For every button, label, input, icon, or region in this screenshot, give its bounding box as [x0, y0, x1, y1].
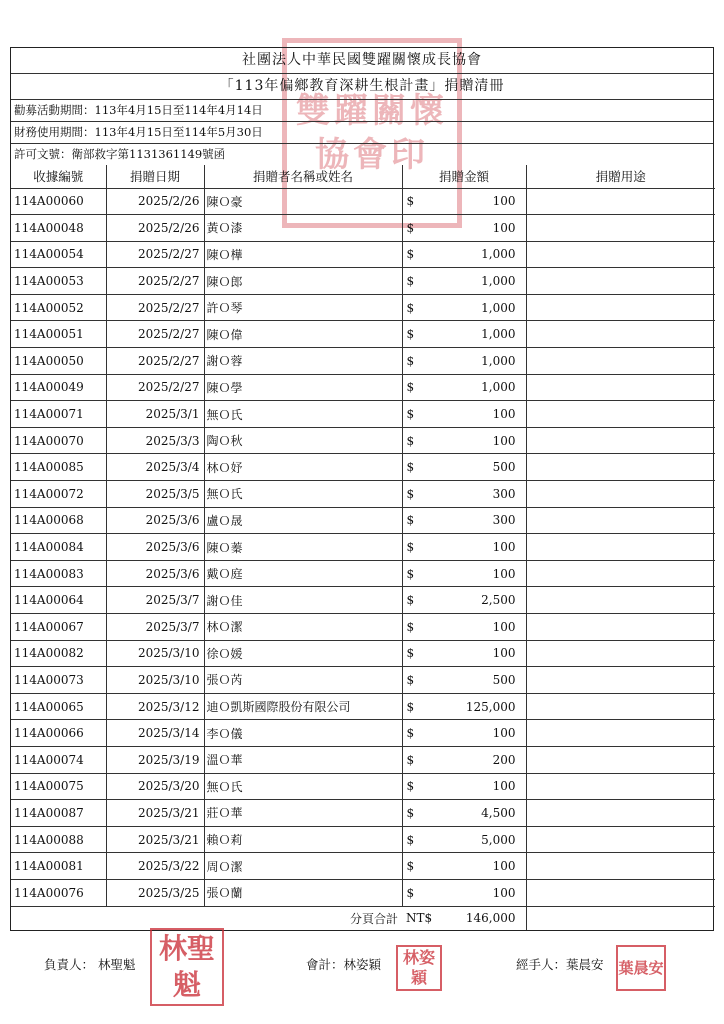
- currency-symbol: $: [406, 433, 415, 448]
- receipt-no: 114A00054: [11, 241, 106, 268]
- total-currency: NT$: [406, 911, 433, 926]
- donor-name: 無Ｏ氏: [204, 401, 402, 428]
- usage-period: 財務使用期間：113年4月15日至114年5月30日: [11, 122, 713, 144]
- receipt-no: 114A00049: [11, 374, 106, 401]
- receipt-no: 114A00050: [11, 348, 106, 375]
- donation-date: 2025/3/22: [106, 853, 204, 880]
- donation-purpose: [526, 720, 715, 747]
- donor-name: 戴Ｏ庭: [204, 560, 402, 587]
- handler-seal: 葉晨安: [616, 945, 666, 991]
- receipt-no: 114A00085: [11, 454, 106, 481]
- amount-value: 300: [492, 486, 516, 501]
- currency-symbol: $: [406, 353, 415, 368]
- donation-purpose: [526, 294, 715, 321]
- donation-date: 2025/3/10: [106, 640, 204, 667]
- receipt-no: 114A00051: [11, 321, 106, 348]
- donation-date: 2025/3/19: [106, 746, 204, 773]
- donor-name: 謝Ｏ蓉: [204, 348, 402, 375]
- donation-table: [11, 165, 715, 930]
- currency-symbol: $: [406, 194, 415, 209]
- currency-symbol: $: [406, 274, 415, 289]
- amount-value: 1,000: [481, 380, 516, 395]
- donation-purpose: [526, 667, 715, 694]
- donor-name: 林Ｏ妤: [204, 454, 402, 481]
- permit-number: 許可文號：衛部救字第1131361149號函: [14, 147, 226, 161]
- table-row: [11, 746, 715, 773]
- receipt-no: 114A00087: [11, 800, 106, 827]
- receipt-no: 114A00066: [11, 720, 106, 747]
- amount-value: 100: [492, 194, 516, 209]
- table-row: [11, 401, 715, 428]
- donor-name: 陶Ｏ秋: [204, 427, 402, 454]
- donor-name: 徐Ｏ媛: [204, 640, 402, 667]
- table-row: [11, 268, 715, 295]
- donation-purpose: [526, 560, 715, 587]
- col-receipt-no: 收據編號: [11, 165, 106, 188]
- table-row: [11, 534, 715, 561]
- amount-value: 100: [492, 726, 516, 741]
- donation-amount: [402, 215, 526, 242]
- donation-amount: [402, 826, 526, 853]
- donation-date: 2025/2/27: [106, 348, 204, 375]
- table-row: [11, 560, 715, 587]
- total-value: 146,000: [465, 911, 516, 926]
- donation-date: 2025/3/6: [106, 534, 204, 561]
- donor-name: 張Ｏ芮: [204, 667, 402, 694]
- table-row: [11, 879, 715, 906]
- donation-date: 2025/3/7: [106, 614, 204, 641]
- amount-value: 100: [492, 859, 516, 874]
- amount-value: 1,000: [481, 247, 516, 262]
- document-subtitle: 「113年偏鄉教育深耕生根計畫」捐贈清冊: [11, 74, 713, 100]
- receipt-no: 114A00075: [11, 773, 106, 800]
- amount-value: 200: [492, 752, 516, 767]
- donation-date: 2025/2/26: [106, 215, 204, 242]
- table-row: [11, 321, 715, 348]
- table-row: [11, 215, 715, 242]
- donation-register: [10, 47, 714, 931]
- currency-symbol: $: [406, 752, 415, 767]
- donor-name: 賴Ｏ莉: [204, 826, 402, 853]
- donation-amount: [402, 667, 526, 694]
- total-label: 分頁合計: [11, 906, 402, 930]
- donation-date: 2025/3/12: [106, 693, 204, 720]
- amount-value: 100: [492, 540, 516, 555]
- amount-value: 1,000: [481, 327, 516, 342]
- donation-date: 2025/3/1: [106, 401, 204, 428]
- amount-value: 100: [492, 220, 516, 235]
- donation-amount: [402, 454, 526, 481]
- receipt-no: 114A00073: [11, 667, 106, 694]
- donation-amount: [402, 853, 526, 880]
- col-amount: 捐贈金額: [402, 165, 526, 188]
- receipt-no: 114A00048: [11, 215, 106, 242]
- donation-purpose: [526, 800, 715, 827]
- donor-name: 許Ｏ琴: [204, 294, 402, 321]
- donor-name: 無Ｏ氏: [204, 481, 402, 508]
- donation-purpose: [526, 427, 715, 454]
- donation-amount: [402, 481, 526, 508]
- donation-purpose: [526, 693, 715, 720]
- donation-amount: [402, 640, 526, 667]
- donation-date: 2025/3/14: [106, 720, 204, 747]
- receipt-no: 114A00068: [11, 507, 106, 534]
- donation-purpose: [526, 826, 715, 853]
- amount-value: 100: [492, 619, 516, 634]
- donation-amount: [402, 800, 526, 827]
- currency-symbol: $: [406, 513, 415, 528]
- fundraising-period: 勸募活動期間：113年4月15日至114年4月14日: [11, 100, 713, 122]
- donation-purpose: [526, 401, 715, 428]
- donation-purpose: [526, 773, 715, 800]
- currency-symbol: $: [406, 566, 415, 581]
- amount-value: 100: [492, 885, 516, 900]
- currency-symbol: $: [406, 540, 415, 555]
- donation-date: 2025/3/6: [106, 507, 204, 534]
- donation-amount: [402, 879, 526, 906]
- receipt-no: 114A00072: [11, 481, 106, 508]
- currency-symbol: $: [406, 779, 415, 794]
- table-row: [11, 507, 715, 534]
- donor-name: 陳Ｏ偉: [204, 321, 402, 348]
- amount-value: 5,000: [481, 832, 516, 847]
- donation-amount: [402, 268, 526, 295]
- donor-name: 周Ｏ潔: [204, 853, 402, 880]
- amount-value: 1,000: [481, 353, 516, 368]
- donor-name: 林Ｏ潔: [204, 614, 402, 641]
- donor-name: 盧Ｏ晟: [204, 507, 402, 534]
- table-row: [11, 294, 715, 321]
- donation-date: 2025/3/21: [106, 826, 204, 853]
- table-row: [11, 587, 715, 614]
- responsible-person: 負責人： 林聖魁: [44, 957, 136, 972]
- donation-date: 2025/3/4: [106, 454, 204, 481]
- table-row: [11, 348, 715, 375]
- receipt-no: 114A00071: [11, 401, 106, 428]
- currency-symbol: $: [406, 380, 415, 395]
- donation-date: 2025/2/27: [106, 374, 204, 401]
- donor-name: 迪Ｏ凱斯國際股份有限公司: [204, 693, 402, 720]
- donation-date: 2025/3/25: [106, 879, 204, 906]
- receipt-no: 114A00083: [11, 560, 106, 587]
- table-row: [11, 241, 715, 268]
- donor-name: 李Ｏ儀: [204, 720, 402, 747]
- donation-purpose: [526, 587, 715, 614]
- donor-name: 陳Ｏ樺: [204, 241, 402, 268]
- currency-symbol: $: [406, 885, 415, 900]
- donation-amount: [402, 241, 526, 268]
- amount-value: 4,500: [481, 805, 516, 820]
- donation-purpose: [526, 454, 715, 481]
- page-total-row: [11, 906, 715, 930]
- donation-amount: [402, 587, 526, 614]
- total-purpose-cell: [526, 906, 715, 930]
- amount-value: 1,000: [481, 274, 516, 289]
- donation-amount: [402, 746, 526, 773]
- donation-purpose: [526, 507, 715, 534]
- donation-amount: [402, 374, 526, 401]
- table-row: [11, 614, 715, 641]
- donation-date: 2025/2/27: [106, 321, 204, 348]
- donation-date: 2025/3/10: [106, 667, 204, 694]
- donation-amount: [402, 348, 526, 375]
- handler: 經手人：葉晨安: [516, 957, 604, 972]
- donation-purpose: [526, 534, 715, 561]
- currency-symbol: $: [406, 619, 415, 634]
- donation-purpose: [526, 348, 715, 375]
- table-row: [11, 640, 715, 667]
- donation-amount: [402, 614, 526, 641]
- donor-name: 黃Ｏ漆: [204, 215, 402, 242]
- donation-date: 2025/2/27: [106, 268, 204, 295]
- table-row: [11, 800, 715, 827]
- amount-value: 100: [492, 779, 516, 794]
- donation-amount: [402, 507, 526, 534]
- amount-value: 125,000: [465, 699, 516, 714]
- currency-symbol: $: [406, 646, 415, 661]
- receipt-no: 114A00076: [11, 879, 106, 906]
- donation-amount: [402, 188, 526, 215]
- receipt-no: 114A00088: [11, 826, 106, 853]
- currency-symbol: $: [406, 859, 415, 874]
- receipt-no: 114A00081: [11, 853, 106, 880]
- receipt-no: 114A00084: [11, 534, 106, 561]
- receipt-no: 114A00074: [11, 746, 106, 773]
- donation-amount: [402, 720, 526, 747]
- responsible-seal: 林聖魁: [150, 928, 224, 1006]
- currency-symbol: $: [406, 407, 415, 422]
- donor-name: 張Ｏ蘭: [204, 879, 402, 906]
- donation-amount: [402, 560, 526, 587]
- receipt-no: 114A00070: [11, 427, 106, 454]
- col-purpose: 捐贈用途: [526, 165, 715, 188]
- table-row: [11, 427, 715, 454]
- donor-name: 陳Ｏ豪: [204, 188, 402, 215]
- donation-amount: [402, 534, 526, 561]
- donation-purpose: [526, 746, 715, 773]
- organization-seal: 雙躍關懷協會印: [282, 38, 462, 228]
- donor-name: 陳Ｏ郎: [204, 268, 402, 295]
- donation-date: 2025/2/27: [106, 241, 204, 268]
- amount-value: 300: [492, 513, 516, 528]
- donation-purpose: [526, 268, 715, 295]
- amount-value: 100: [492, 407, 516, 422]
- donation-date: 2025/3/7: [106, 587, 204, 614]
- currency-symbol: $: [406, 460, 415, 475]
- currency-symbol: $: [406, 699, 415, 714]
- currency-symbol: $: [406, 327, 415, 342]
- receipt-no: 114A00053: [11, 268, 106, 295]
- table-header-row: [11, 165, 715, 188]
- table-row: [11, 720, 715, 747]
- table-row: [11, 481, 715, 508]
- col-date: 捐贈日期: [106, 165, 204, 188]
- amount-value: 100: [492, 646, 516, 661]
- donation-purpose: [526, 321, 715, 348]
- donation-date: 2025/2/26: [106, 188, 204, 215]
- donor-name: 謝Ｏ佳: [204, 587, 402, 614]
- donation-amount: [402, 401, 526, 428]
- amount-value: 2,500: [481, 593, 516, 608]
- donation-amount: [402, 321, 526, 348]
- currency-symbol: $: [406, 220, 415, 235]
- receipt-no: 114A00064: [11, 587, 106, 614]
- currency-symbol: $: [406, 593, 415, 608]
- amount-value: 1,000: [481, 300, 516, 315]
- receipt-no: 114A00065: [11, 693, 106, 720]
- currency-symbol: $: [406, 300, 415, 315]
- donation-purpose: [526, 640, 715, 667]
- receipt-no: 114A00052: [11, 294, 106, 321]
- donation-purpose: [526, 188, 715, 215]
- table-row: [11, 188, 715, 215]
- donation-date: 2025/3/20: [106, 773, 204, 800]
- table-row: [11, 374, 715, 401]
- donation-date: 2025/2/27: [106, 294, 204, 321]
- amount-value: 500: [492, 672, 516, 687]
- receipt-no: 114A00067: [11, 614, 106, 641]
- accountant: 會計：林姿穎: [306, 957, 382, 972]
- donation-purpose: [526, 241, 715, 268]
- donation-amount: [402, 773, 526, 800]
- donation-purpose: [526, 374, 715, 401]
- donation-date: 2025/3/3: [106, 427, 204, 454]
- donor-name: 無Ｏ氏: [204, 773, 402, 800]
- table-row: [11, 454, 715, 481]
- donation-purpose: [526, 853, 715, 880]
- amount-value: 100: [492, 433, 516, 448]
- donor-name: 溫Ｏ華: [204, 746, 402, 773]
- donor-name: 陳Ｏ蓁: [204, 534, 402, 561]
- currency-symbol: $: [406, 832, 415, 847]
- table-row: [11, 667, 715, 694]
- currency-symbol: $: [406, 805, 415, 820]
- table-row: [11, 773, 715, 800]
- amount-value: 500: [492, 460, 516, 475]
- donation-purpose: [526, 614, 715, 641]
- donation-date: 2025/3/21: [106, 800, 204, 827]
- donation-purpose: [526, 215, 715, 242]
- donor-name: 陳Ｏ學: [204, 374, 402, 401]
- donor-name: 莊Ｏ華: [204, 800, 402, 827]
- currency-symbol: $: [406, 726, 415, 741]
- table-row: [11, 826, 715, 853]
- currency-symbol: $: [406, 486, 415, 501]
- currency-symbol: $: [406, 672, 415, 687]
- donation-purpose: [526, 879, 715, 906]
- currency-symbol: $: [406, 247, 415, 262]
- donation-amount: [402, 294, 526, 321]
- organization-title: 社團法人中華民國雙躍關懷成長協會: [11, 48, 713, 74]
- receipt-no: 114A00060: [11, 188, 106, 215]
- receipt-no: 114A00082: [11, 640, 106, 667]
- table-row: [11, 693, 715, 720]
- accountant-seal: 林姿穎: [396, 945, 442, 991]
- total-amount: [402, 906, 526, 930]
- donation-amount: [402, 427, 526, 454]
- col-donor: 捐贈者名稱或姓名: [204, 165, 402, 188]
- table-row: [11, 853, 715, 880]
- donation-purpose: [526, 481, 715, 508]
- donation-date: 2025/3/6: [106, 560, 204, 587]
- donation-amount: [402, 693, 526, 720]
- amount-value: 100: [492, 566, 516, 581]
- donation-date: 2025/3/5: [106, 481, 204, 508]
